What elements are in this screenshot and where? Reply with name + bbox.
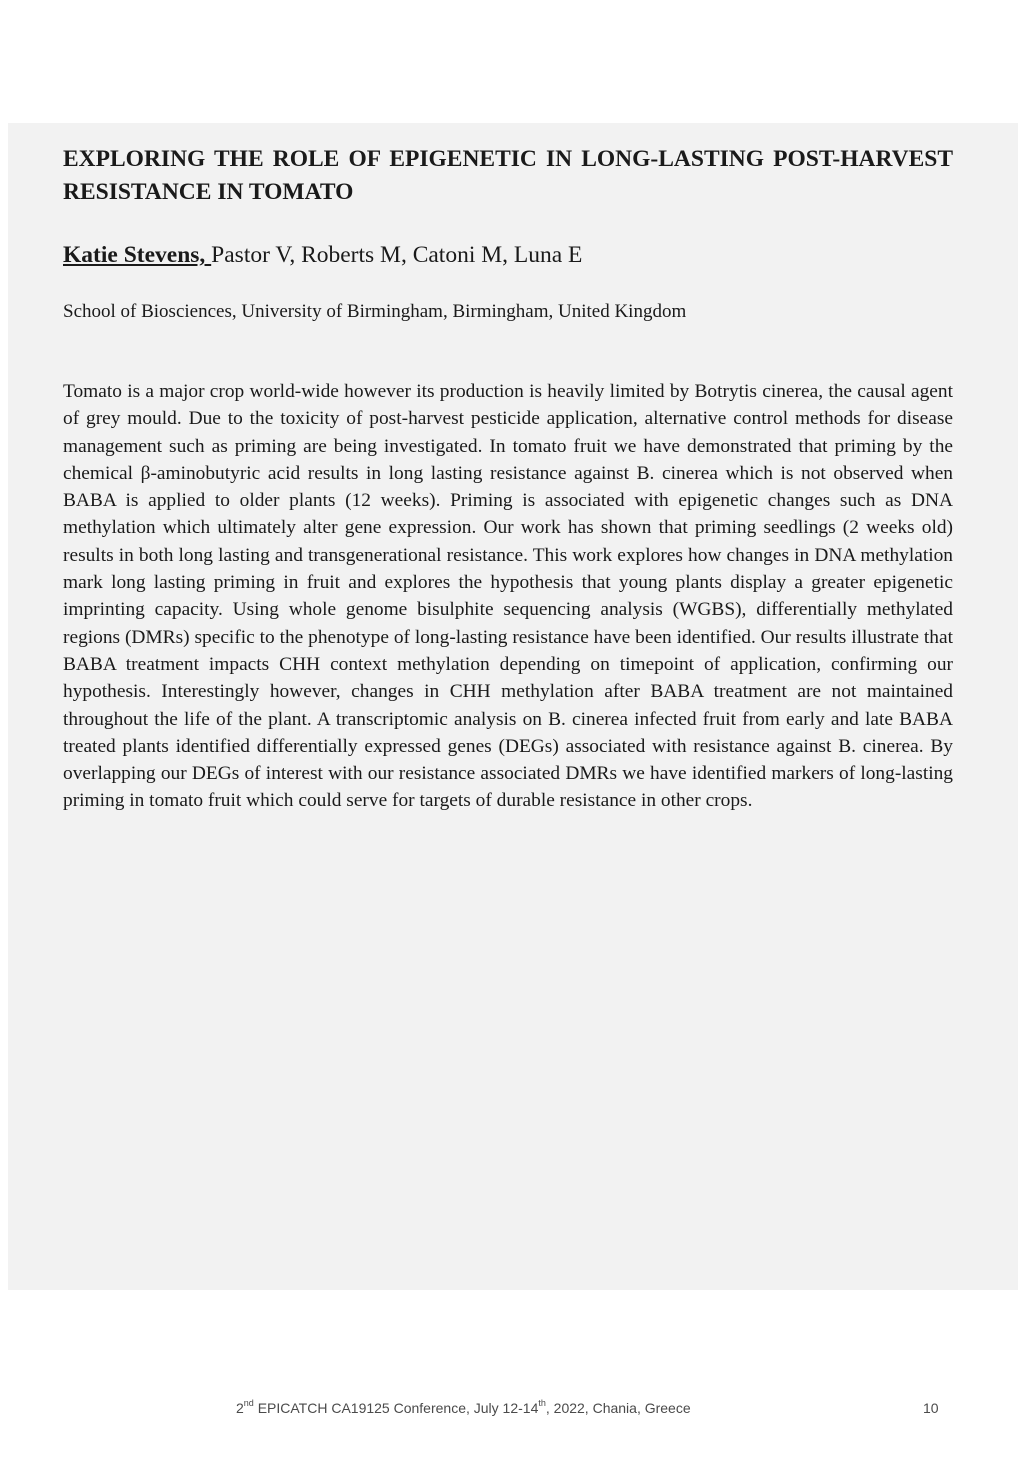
affiliation: School of Biosciences, University of Birmingham, Birmingham, United Kingdom (63, 301, 687, 322)
date-ordinal-suffix: th (538, 1398, 546, 1408)
presenting-author: Katie Stevens, (63, 242, 212, 268)
conference-name-dates: EPICATCH CA19125 Conference, July 12-14 (253, 1400, 539, 1416)
conference-info (236, 1400, 691, 1416)
co-authors: Pastor V, Roberts M, Catoni M, Luna E (211, 242, 583, 268)
author-list (63, 240, 582, 270)
conference-location: , 2022, Chania, Greece (545, 1400, 691, 1416)
abstract-body: Tomato is a major crop world-wide however its production is heavily limited by Botrytis cinerea, the causal agent of grey mould. Due to the toxicity of post-harvest pesticide application, alternative control methods for disease management such as priming are being investigated. In tomato fruit we have demonstrated that priming by the chemical β-aminobutyric acid results in long lasting resistance against B. cinerea which is not observed when BABA is applied to older plants (12 weeks). Priming is associated with epigenetic changes such as DNA methylation which ultimately alter gene expression. Our work has shown that priming seedlings (2 weeks old) results in both long lasting and transgenerational resistance. This work explores how changes in DNA methylation mark long lasting priming in fruit and explores the hypothesis that young plants display a greater epigenetic imprinting capacity. Using whole genome bisulphite sequencing analysis (WGBS), differentially methylated regions (DMRs) specific to the phenotype of long-lasting resistance have been identified. Our results illustrate that BABA treatment impacts CHH context methylation depending on timepoint of application, confirming our hypothesis. Interestingly however, changes in CHH methylation after BABA treatment are not maintained throughout the life of the plant. A transcriptomic analysis on B. cinerea infected fruit from early and late BABA treated plants identified differentially expressed genes (DEGs) associated with resistance against B. cinerea. By overlapping our DEGs of interest with our resistance associated DMRs we have identified markers of long-lasting priming in tomato fruit which could serve for targets of durable resistance in other crops. (63, 381, 953, 812)
conference-ordinal-suffix: nd (243, 1398, 254, 1408)
page-number: 10 (923, 1400, 939, 1416)
conference-ordinal: 2 (236, 1400, 244, 1416)
abstract-title: EXPLORING THE ROLE OF EPIGENETIC IN LONG-LASTING POST-HARVEST RESISTANCE IN TOMATO (63, 146, 953, 205)
